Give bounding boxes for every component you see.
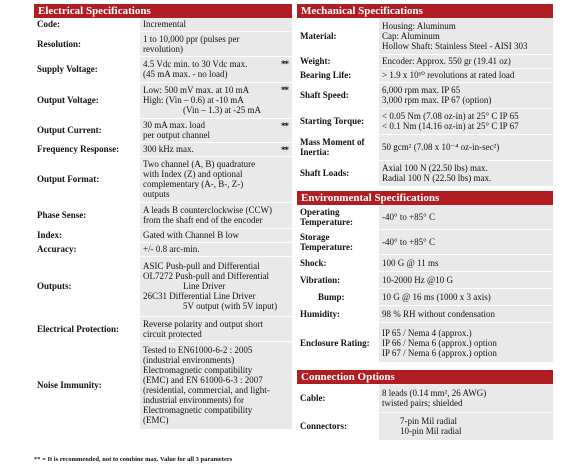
spec-value: (Vin – 1.3) at -25 mA [183,105,261,115]
note-marker: ** [281,120,288,131]
spec-label: Phase Sense: [34,202,140,228]
mechanical-spec-table [297,18,553,187]
spec-label: Supply Voltage: [34,56,140,82]
spec-label: Enclosure Rating: [297,323,379,363]
spec-value: circuit protected [143,328,202,339]
spec-value: Hollow Shaft: Stainless Steel - AISI 303 [382,40,528,51]
spec-label: Vibration: [297,272,379,289]
spec-row-storage-temperature [297,230,553,255]
spec-value: 5V output (with 5V input) [183,301,278,311]
spec-value: +/- 0.8 arc-min. [143,244,200,254]
spec-label: Electrical Protection: [34,316,140,341]
spec-label: Storage Temperature: [297,230,379,255]
spec-value: 10-2000 Hz @10 G [382,275,454,285]
note-marker: ** [281,144,288,155]
spec-label: Material: [297,18,379,54]
spec-value: 4.5 Vdc min. to 30 Vdc max. [143,59,248,69]
note-marker: ** [281,58,288,69]
spec-value: 6,000 rpm max. IP 65 [382,85,461,95]
spec-label: Code: [34,18,140,31]
spec-label: Output Format: [34,156,140,202]
spec-value: per output channel [143,130,210,140]
spec-value: High: (Vin – 0.6) at -10 mA [143,95,244,105]
spec-value: (residential, commercial, and light- [143,385,270,395]
electrical-specifications-section [34,4,292,430]
spec-row-code [34,18,292,31]
spec-row-output-format [34,156,292,202]
spec-row-starting-torque [297,108,553,134]
spec-value: < 0.1 Nm (14.16 oz-in) at 25° C IP 67 [382,121,519,131]
spec-row-outputs [34,256,292,316]
spec-value: IP 67 / Nema 6 (approx.) option [382,347,497,358]
spec-value: -40° to +85° C [382,211,436,222]
spec-row-vibration [297,272,553,289]
spec-value: from the shaft end of the encoder [143,215,263,225]
mechanical-specifications-header: Mechanical Specifications [297,4,553,18]
spec-row-weight [297,54,553,68]
spec-value: 10-pin Mil radial [400,426,462,436]
spec-row-enclosure-rating [297,323,553,363]
spec-label: Accuracy: [34,242,140,256]
spec-label: Bump: [297,289,379,306]
spec-value: Two channel (A, B) quadrature [143,159,256,169]
spec-value: 50 gcm² (7.08 x 10⁻⁴ oz-in-sec²) [382,142,500,152]
spec-value: > 1.9 x 10¹⁰ revolutions at rated load [382,70,515,80]
spec-value: Housing: Aluminum [382,20,456,31]
spec-value: Encoder: Approx. 550 gr (19.41 oz) [382,56,511,66]
spec-value: outputs [143,189,170,199]
spec-label: Weight: [297,54,379,68]
spec-row-electrical-protection [34,316,292,341]
spec-value: Gated with Channel B low [143,230,239,240]
spec-row-frequency-response [34,142,292,156]
spec-value: (EMC) [143,415,169,425]
spec-value: 30 mA max. load [143,120,205,130]
spec-label: Shock: [297,255,379,272]
spec-value: Radial 100 N (22.50 lbs) max. [382,173,492,183]
spec-value: ASIC Push-pull and Differential [143,261,260,271]
spec-value: Cap: Aluminum [382,30,440,41]
spec-row-cable [297,384,553,412]
spec-row-resolution [34,31,292,56]
spec-value: OL7272 Push-pull and Differential [143,271,270,281]
spec-value: 100 G @ 11 ms [382,258,439,268]
spec-label: Starting Torque: [297,108,379,134]
spec-value: with Index (Z) and optional [143,169,243,179]
spec-label: Resolution: [34,31,140,56]
spec-value: complementary (A-, B-, Z-) [143,179,244,189]
spec-value: revolution) [143,43,183,54]
spec-value: A leads B counterclockwise (CCW) [143,205,272,215]
spec-value: Low: 500 mV max. at 10 mA [143,85,250,95]
spec-label: Bearing Life: [297,68,379,82]
spec-value: (45 mA max. - no load) [143,69,228,79]
spec-label: Output Voltage: [34,82,140,118]
spec-value: Electromagnetic compatibility [143,365,253,375]
spec-row-mass-moment-of-inertia [297,134,553,160]
spec-label: Shaft Speed: [297,82,379,108]
spec-value: Incremental [143,19,186,30]
electrical-spec-table [34,18,292,430]
spec-label: Operating Temperature: [297,205,379,230]
spec-value: -40° to +85° C [382,237,436,247]
spec-label: Shaft Loads: [297,160,379,186]
spec-label: Index: [34,228,140,242]
spec-value: 98 % RH without condensation [382,309,495,319]
spec-value: industrial environments) for [143,395,244,405]
spec-row-index [34,228,292,242]
spec-row-shock [297,255,553,272]
right-column [297,4,553,441]
spec-row-accuracy [34,242,292,256]
connection-options-table [297,384,553,441]
spec-row-bearing-life [297,68,553,82]
spec-value: Electromagnetic compatibility [143,405,253,415]
spec-value: 26C31 Differential Line Driver [143,291,256,301]
spec-value: Reverse polarity and output short [143,318,263,329]
spec-label: Humidity: [297,306,379,323]
spec-row-output-voltage [34,82,292,118]
spec-label: Mass Moment of Inertia: [297,134,379,160]
spec-row-connectors [297,412,553,440]
spec-value: 300 kHz max. [143,144,194,154]
spec-row-shaft-speed [297,82,553,108]
spec-label: Connectors: [297,412,379,440]
spec-value: (industrial environments) [143,355,235,365]
footnote: ** = It is recommended, not to combine max. Value for all 3 parameters [34,456,233,463]
spec-label: Noise Immunity: [34,341,140,429]
spec-value: Axial 100 N (22.50 lbs) max. [382,163,488,173]
spec-row-humidity [297,306,553,323]
spec-value: 8 leads (0.14 mm², 26 AWG) [382,387,487,398]
spec-value: < 0.05 Nm (7.08 oz-in) at 25° C IP 65 [382,111,519,121]
spec-row-supply-voltage [34,56,292,82]
spec-label: Outputs: [34,256,140,316]
spec-value: Line Driver [183,281,226,291]
spec-value: twisted pairs; shielded [382,397,463,408]
spec-value: IP 65 / Nema 4 (approx.) [382,327,472,338]
spec-value: Tested to EN61000-6-2 : 2005 [143,345,253,355]
spec-row-noise-immunity [34,341,292,429]
spec-row-material [297,18,553,54]
connection-options-header: Connection Options [297,370,553,384]
spec-row-output-current [34,118,292,142]
spec-value: 3,000 rpm max. IP 67 (option) [382,95,492,105]
environmental-spec-table [297,205,553,364]
spec-row-shaft-loads [297,160,553,186]
spec-label: Output Current: [34,118,140,142]
spec-value: IP 66 / Nema 6 (approx.) option [382,337,497,348]
spec-value: 7-pin Mil radial [400,416,457,426]
spec-row-phase-sense [34,202,292,228]
environmental-specifications-header: Environmental Specifications [297,191,553,205]
electrical-specifications-header: Electrical Specifications [34,4,292,18]
spec-value: (EMC) and EN 61000-6-3 : 2007 [143,375,263,385]
spec-row-operating-temperature [297,205,553,230]
note-marker: ** [281,84,288,95]
spec-row-bump [297,289,553,306]
spec-value: 1 to 10,000 ppr (pulses per [143,33,240,44]
spec-label: Cable: [297,384,379,412]
spec-value: 10 G @ 16 ms (1000 x 3 axis) [382,292,491,302]
spec-label: Frequency Response: [34,142,140,156]
